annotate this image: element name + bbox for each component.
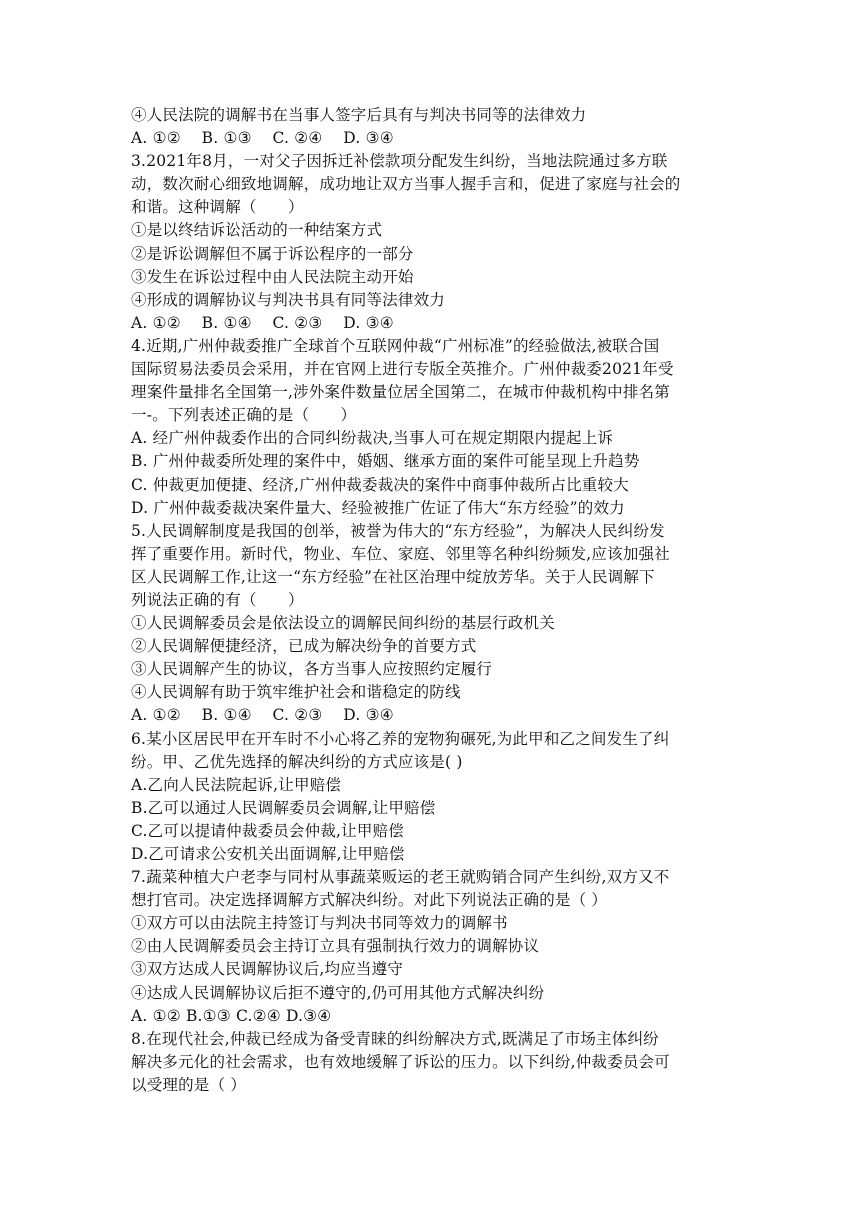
text-line-19: 5.人民调解制度是我国的创举，被誉为伟大的“东方经验”，为解决人民纠纷发: [131, 521, 665, 540]
text-line-12: 国际贸易法委员会采用，并在官网上进行专版全英推介。广州仲裁委2021年受: [131, 360, 674, 379]
text-line-21: 区人民调解工作,让这一“东方经验”在社区治理中绽放芳华。关于人民调解下: [131, 567, 655, 586]
text-line-9: ④形成的调解协议与判决书具有同等法律效力: [131, 290, 446, 309]
text-line-26: ④人民调解有助于筑牢维护社会和谐稳定的防线: [131, 683, 461, 702]
text-line-27: A. ①② B. ①④ C. ②③ D. ③④: [131, 706, 394, 725]
text-line-11: 4.近期,广州仲裁委推广全球首个互联网仲裁“广州标准”的经验做法,被联合国: [131, 336, 660, 355]
text-line-33: D.乙可请求公安机关出面调解,让甲赔偿: [131, 845, 405, 863]
text-line-20: 挥了重要作用。新时代，物业、车位、家庭、邻里等名种纠纷频发,应该加强社: [131, 544, 670, 563]
text-line-18: D. 广州仲裁委裁决案件量大、经验被推广佐证了伟大“东方经验”的效力: [131, 498, 625, 517]
text-line-8: ③发生在诉讼过程中由人民法院主动开始: [131, 267, 414, 286]
text-line-6: ①是以终结诉讼活动的一种结案方式: [131, 221, 383, 240]
text-line-29: 纷。甲、乙优先选择的解决纠纷的方式应该是( ): [131, 752, 463, 771]
text-line-3: 3.2021年8月，一对父子因拆迁补偿款项分配发生纠纷，当地法院通过多方联: [131, 152, 668, 171]
text-line-22: 列说法正确的有（ ）: [131, 590, 304, 609]
text-line-34: 7.蔬菜种植大户老李与同村从事蔬菜贩运的老王就购销合同产生纠纷,双方又不: [131, 868, 670, 887]
text-line-10: A. ①② B. ①④ C. ②③ D. ③④: [131, 313, 394, 332]
text-line-13: 理案件量排名全国第一,涉外案件数量位居全国第二，在城市仲裁机构中排名第: [131, 383, 670, 402]
text-line-37: ②由人民调解委员会主持订立具有强制执行效力的调解协议: [131, 937, 540, 956]
text-line-5: 和谐。这种调解（ ）: [131, 198, 304, 217]
text-line-35: 想打官司。决定选择调解方式解决纠纷。对此下列说法正确的是（ ）: [131, 891, 608, 910]
text-line-2: A. ①② B. ①③ C. ②④ D. ③④: [131, 129, 394, 148]
text-line-38: ③双方达成人民调解协议后,均应当遵守: [131, 960, 404, 979]
text-line-23: ①人民调解委员会是依法设立的调解民间纠纷的基层行政机关: [131, 614, 555, 633]
text-line-40: A. ①② B.①③ C.②④ D.③④: [131, 1006, 332, 1025]
text-line-39: ④达成人民调解协议后拒不遵守的,仍可用其他方式解决纠纷: [131, 983, 545, 1002]
text-line-43: 以受理的是（ ）: [131, 1075, 247, 1094]
text-line-24: ②人民调解便捷经济，已成为解决纷争的首要方式: [131, 637, 477, 656]
text-line-16: B. 广州仲裁委所处理的案件中，婚姻、继承方面的案件可能呈现上升趋势: [131, 452, 640, 471]
text-line-28: 6.某小区居民甲在开车时不小心将乙养的宠物狗碾死,为此甲和乙之间发生了纠: [131, 729, 670, 748]
text-line-1: ④人民法院的调解书在当事人签字后具有与判决书同等的法律效力: [131, 106, 587, 124]
document-body: [131, 104, 731, 1097]
text-line-17: C. 仲裁更加便捷、经济,广州仲裁委裁决的案件中商事仲裁所占比重较大: [131, 475, 629, 494]
text-line-42: 解决多元化的社会需求，也有效地缓解了诉讼的压力。以下纠纷,仲裁委员会可: [131, 1052, 670, 1071]
text-line-41: 8.在现代社会,仲裁已经成为备受青睐的纠纷解决方式,既满足了市场主体纠纷: [131, 1029, 659, 1048]
text-line-7: ②是诉讼调解但不属于诉讼程序的一部分: [131, 244, 414, 263]
text-line-30: A.乙向人民法院起诉,让甲赔偿: [131, 775, 342, 794]
text-line-36: ①双方可以由法院主持签订与判决书同等效力的调解书: [131, 914, 508, 933]
text-line-14: 一-。下列表述正确的是（ ）: [131, 406, 357, 425]
text-line-15: A. 经广州仲裁委作出的合同纠纷裁决,当事人可在规定期限内提起上诉: [131, 429, 614, 448]
text-line-25: ③人民调解产生的协议，各方当事人应按照约定履行: [131, 660, 493, 679]
text-line-32: C.乙可以提请仲裁委员会仲裁,让甲赔偿: [131, 821, 404, 840]
text-line-4: 动，数次耐心细致地调解，成功地让双方当事人握手言和，促进了家庭与社会的: [131, 175, 681, 194]
text-line-31: B.乙可以通过人民调解委员会调解,让甲赔偿: [131, 798, 436, 817]
